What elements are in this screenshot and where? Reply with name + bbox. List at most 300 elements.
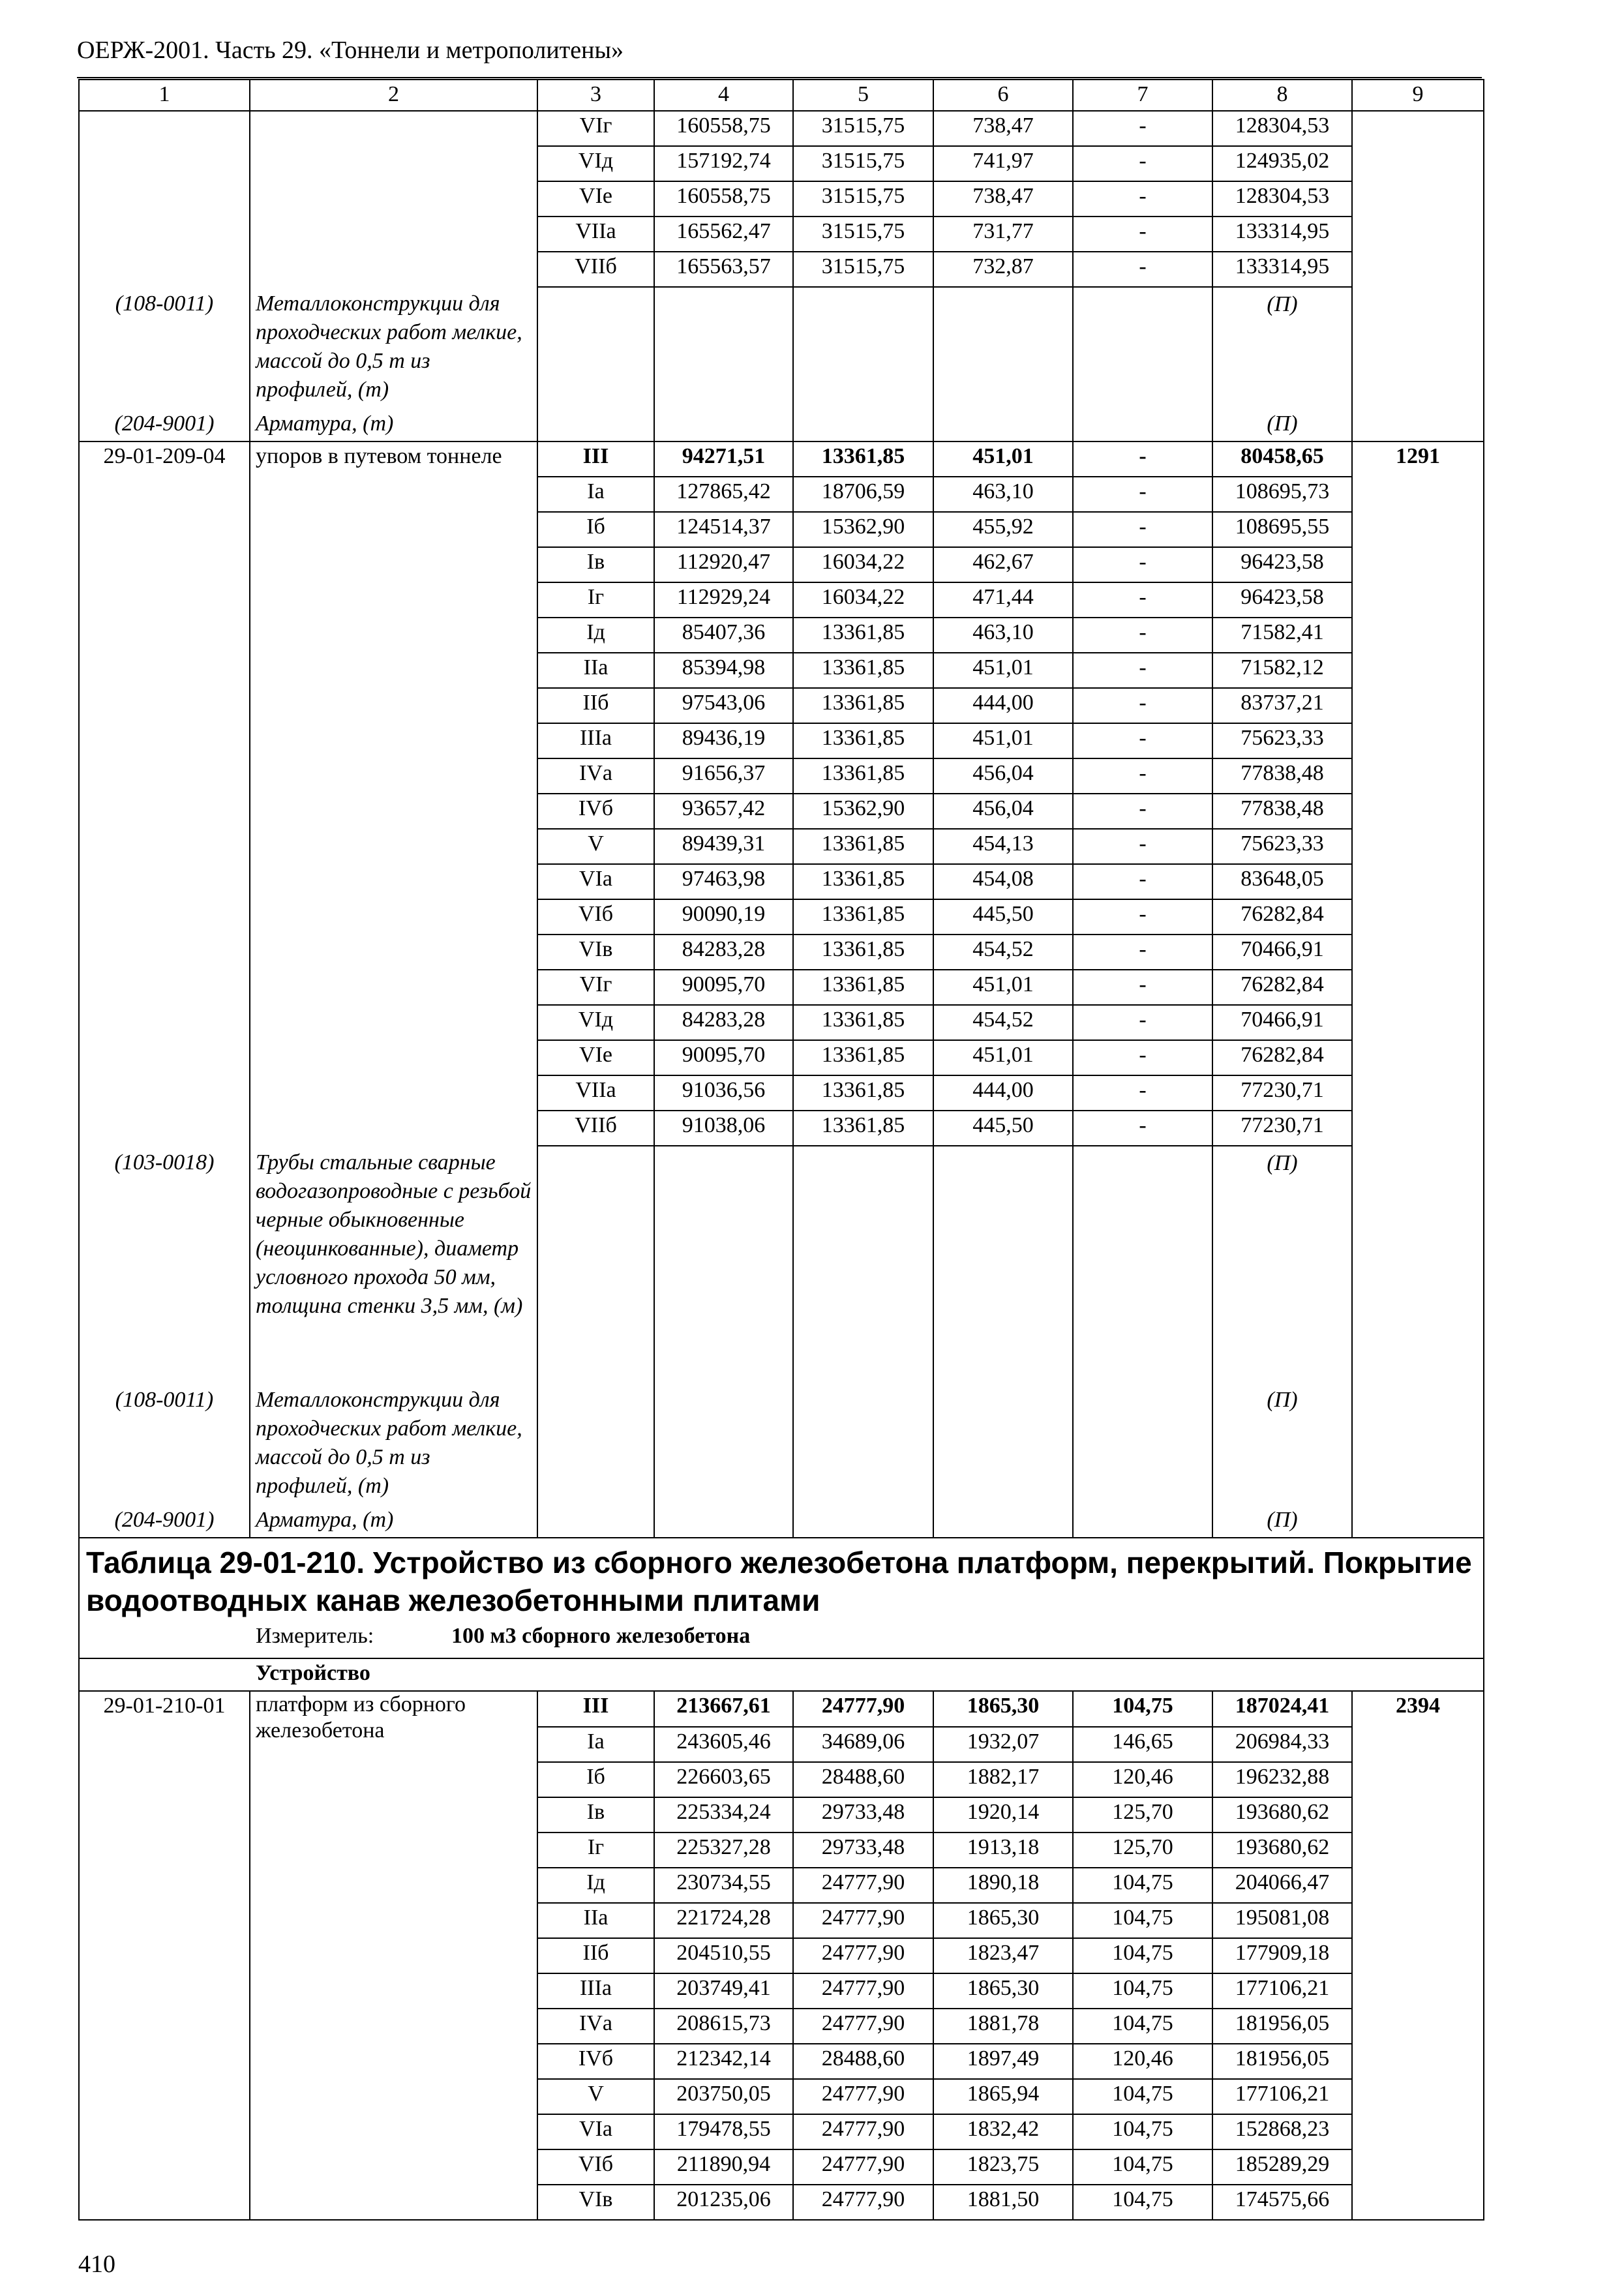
total-cost-cell: 157192,74 [654,146,793,181]
drivers-wages-cell: - [1073,653,1212,688]
zone-cell: IIб [537,688,654,723]
drivers-wages-cell: 104,75 [1073,2185,1212,2220]
material-name-cell: Металлоконструкции для проходческих работ мелкие, массой до 0,5 т из профилей, (т) [250,1383,537,1503]
empty-cell [793,287,933,407]
drivers-wages-cell: 104,75 [1073,1903,1212,1938]
materials-cell: 70466,91 [1212,935,1352,970]
drivers-wages-cell: - [1073,1005,1212,1040]
workers-cell [1352,181,1484,217]
wages-cell: 28488,60 [793,2044,933,2079]
total-cost-cell: 89439,31 [654,829,793,864]
materials-cell: 71582,41 [1212,618,1352,653]
name-cell [250,829,537,864]
drivers-wages-cell: 104,75 [1073,2079,1212,2114]
materials-cell: 77838,48 [1212,758,1352,794]
code-cell [79,688,250,723]
machines-cell: 451,01 [933,970,1073,1005]
wages-cell: 13361,85 [793,441,933,477]
materials-cell: 70466,91 [1212,1005,1352,1040]
total-cost-cell: 84283,28 [654,1005,793,1040]
name-cell [250,547,537,582]
name-cell [250,2114,537,2149]
rates-table-body [79,80,1484,2220]
wages-cell: 13361,85 [793,688,933,723]
code-cell [79,899,250,935]
materials-cell: 152868,23 [1212,2114,1352,2149]
material-mark-cell: (П) [1212,407,1352,441]
materials-cell: 96423,58 [1212,582,1352,618]
name-cell: упоров в путевом тоннеле [250,441,537,477]
code-cell [79,618,250,653]
name-cell [250,477,537,512]
code-cell [79,1833,250,1868]
materials-cell: 181956,05 [1212,2044,1352,2079]
drivers-wages-cell: - [1073,512,1212,547]
code-cell [79,582,250,618]
wages-cell: 13361,85 [793,829,933,864]
page-header: ОЕРЖ-2001. Часть 29. «Тоннели и метрополитены» [77,37,624,64]
wages-cell: 28488,60 [793,1762,933,1797]
material-row [79,1383,1484,1503]
materials-cell: 124935,02 [1212,146,1352,181]
name-cell [250,181,537,217]
machines-cell: 738,47 [933,181,1073,217]
total-cost-cell: 165563,57 [654,252,793,287]
empty-cell [933,407,1073,441]
table-row [79,2185,1484,2220]
name-cell [250,758,537,794]
total-cost-cell: 203750,05 [654,2079,793,2114]
table-row [79,582,1484,618]
material-code-cell: (204-9001) [79,407,250,441]
machines-cell: 1823,47 [933,1938,1073,1973]
materials-cell: 77838,48 [1212,794,1352,829]
workers-cell [1352,899,1484,935]
drivers-wages-cell: - [1073,618,1212,653]
workers-cell [1352,2185,1484,2220]
workers-cell [1352,970,1484,1005]
name-cell [250,252,537,287]
workers-cell [1352,252,1484,287]
table-row [79,181,1484,217]
table-row [79,1005,1484,1040]
machines-cell: 1932,07 [933,1727,1073,1762]
materials-cell: 76282,84 [1212,970,1352,1005]
drivers-wages-cell: - [1073,547,1212,582]
drivers-wages-cell: 120,46 [1073,1762,1212,1797]
zone-cell: VIа [537,864,654,899]
name-cell [250,2185,537,2220]
name-cell [250,2149,537,2185]
table-title-row [79,1538,1484,1622]
total-cost-cell: 225334,24 [654,1797,793,1833]
table-row [79,2044,1484,2079]
code-cell [79,111,250,146]
workers-cell [1352,864,1484,899]
section-title: Устройство [79,1658,1484,1691]
code-cell [79,477,250,512]
table-row [79,2149,1484,2185]
code-cell [79,653,250,688]
name-cell [250,1938,537,1973]
code-cell [79,2185,250,2220]
workers-cell [1352,1833,1484,1868]
zone-cell: VIв [537,2185,654,2220]
table-row [79,1868,1484,1903]
code-cell [79,1727,250,1762]
col-number-1: 1 [79,80,250,111]
zone-cell: VIг [537,970,654,1005]
total-cost-cell: 91038,06 [654,1111,793,1146]
name-cell [250,723,537,758]
material-code-cell: (108-0011) [79,287,250,407]
workers-cell [1352,758,1484,794]
table-row [79,1973,1484,2009]
zone-cell: VIд [537,1005,654,1040]
table-title: Таблица 29-01-210. Устройство из сборного железобетона платформ, перекрытий. Покрытие водоотводных канав железобетонными плитами [79,1538,1484,1622]
code-cell [79,1040,250,1075]
code-cell [79,181,250,217]
wages-cell: 13361,85 [793,1005,933,1040]
drivers-wages-cell: 104,75 [1073,2009,1212,2044]
zone-cell: V [537,829,654,864]
material-name-cell: Арматура, (т) [250,407,537,441]
wages-cell: 31515,75 [793,146,933,181]
total-cost-cell: 213667,61 [654,1691,793,1727]
machines-cell: 1890,18 [933,1868,1073,1903]
table-row [79,1903,1484,1938]
total-cost-cell: 127865,42 [654,477,793,512]
materials-cell: 177106,21 [1212,1973,1352,2009]
zone-cell: IVб [537,2044,654,2079]
materials-cell: 108695,55 [1212,512,1352,547]
workers-cell [1352,1111,1484,1146]
materials-cell: 174575,66 [1212,2185,1352,2220]
name-cell [250,1691,537,1743]
machines-cell: 454,52 [933,935,1073,970]
total-cost-cell: 90090,19 [654,899,793,935]
materials-cell: 75623,33 [1212,723,1352,758]
zone-cell: VIIа [537,217,654,252]
machines-cell: 445,50 [933,1111,1073,1146]
total-cost-cell: 97463,98 [654,864,793,899]
header-rule [77,77,1482,78]
wages-cell: 16034,22 [793,582,933,618]
code-cell [79,2044,250,2079]
material-name-cell: Металлоконструкции для проходческих работ мелкие, массой до 0,5 т из профилей, (т) [250,287,537,407]
machines-cell: 456,04 [933,794,1073,829]
materials-cell: 177909,18 [1212,1938,1352,1973]
wages-cell: 24777,90 [793,1973,933,2009]
drivers-wages-cell: 104,75 [1073,2149,1212,2185]
zone-cell: VIа [537,2114,654,2149]
empty-cell [1073,1383,1212,1503]
zone-cell: Iг [537,582,654,618]
zone-cell: Iд [537,618,654,653]
drivers-wages-cell: - [1073,723,1212,758]
code-cell [79,1973,250,2009]
measure-cell [79,1622,1484,1658]
code-cell [79,758,250,794]
total-cost-cell: 208615,73 [654,2009,793,2044]
workers-cell: 2394 [1352,1691,1484,1727]
table-row [79,2079,1484,2114]
drivers-wages-cell: - [1073,441,1212,477]
name-cell [250,512,537,547]
total-cost-cell: 94271,51 [654,441,793,477]
empty-cell [1073,1503,1212,1538]
machines-cell: 463,10 [933,477,1073,512]
name-cell [250,970,537,1005]
materials-cell: 77230,71 [1212,1075,1352,1111]
empty-cell [1352,1383,1484,1503]
drivers-wages-cell: - [1073,1111,1212,1146]
name-cell [250,1075,537,1111]
wages-cell: 31515,75 [793,111,933,146]
material-mark-cell: (П) [1212,287,1352,407]
table-row [79,1111,1484,1146]
table-row [79,441,1484,477]
machines-cell: 1865,94 [933,2079,1073,2114]
workers-cell [1352,2114,1484,2149]
materials-cell: 77230,71 [1212,1111,1352,1146]
table-row [79,1797,1484,1833]
wages-cell: 31515,75 [793,217,933,252]
zone-cell: V [537,2079,654,2114]
wages-cell: 24777,90 [793,1938,933,1973]
total-cost-cell: 91656,37 [654,758,793,794]
table-row [79,547,1484,582]
zone-cell: VIб [537,899,654,935]
table-row [79,1040,1484,1075]
materials-cell: 96423,58 [1212,547,1352,582]
materials-cell: 83737,21 [1212,688,1352,723]
drivers-wages-cell: - [1073,477,1212,512]
material-row [79,287,1484,407]
wages-cell: 13361,85 [793,935,933,970]
workers-cell [1352,477,1484,512]
drivers-wages-cell: - [1073,758,1212,794]
empty-cell [1352,1503,1484,1538]
workers-cell [1352,935,1484,970]
total-cost-cell: 90095,70 [654,970,793,1005]
workers-cell [1352,1727,1484,1762]
workers-cell [1352,829,1484,864]
zone-cell: VIд [537,146,654,181]
drivers-wages-cell: 125,70 [1073,1833,1212,1868]
drivers-wages-cell: - [1073,970,1212,1005]
drivers-wages-cell: 104,75 [1073,1938,1212,1973]
zone-cell: IIа [537,1903,654,1938]
name-cell [250,1973,537,2009]
materials-cell: 181956,05 [1212,2009,1352,2044]
machines-cell: 1920,14 [933,1797,1073,1833]
materials-cell: 204066,47 [1212,1868,1352,1903]
name-cell [250,794,537,829]
table-row [79,217,1484,252]
name-cell [250,2079,537,2114]
zone-cell: Iв [537,547,654,582]
drivers-wages-cell: 104,75 [1073,1868,1212,1903]
materials-cell: 206984,33 [1212,1727,1352,1762]
code-cell [79,512,250,547]
zone-cell: Iб [537,1762,654,1797]
table-row [79,829,1484,864]
machines-cell: 1881,78 [933,2009,1073,2044]
machines-cell: 741,97 [933,146,1073,181]
wages-cell: 18706,59 [793,477,933,512]
wages-cell: 13361,85 [793,970,933,1005]
wages-cell: 24777,90 [793,1903,933,1938]
materials-cell: 76282,84 [1212,899,1352,935]
workers-cell [1352,1973,1484,2009]
zone-cell: VIб [537,2149,654,2185]
table-row [79,111,1484,146]
material-name-cell: Арматура, (т) [250,1503,537,1538]
zone-cell: III [537,441,654,477]
machines-cell: 1897,49 [933,2044,1073,2079]
machines-cell: 451,01 [933,723,1073,758]
name-cell [250,899,537,935]
wages-cell: 13361,85 [793,723,933,758]
workers-cell: 1291 [1352,441,1484,477]
workers-cell [1352,2044,1484,2079]
empty-cell [933,287,1073,407]
measure-label: Измеритель: [256,1624,374,1648]
name-cell [250,2009,537,2044]
name-cell [250,1868,537,1903]
zone-cell: Iв [537,1797,654,1833]
empty-cell [654,1146,793,1383]
table-row [79,1833,1484,1868]
code-cell: 29-01-210-01 [79,1691,250,1727]
code-cell [79,2009,250,2044]
page-number: 410 [78,2251,115,2278]
machines-cell: 454,52 [933,1005,1073,1040]
name-cell [250,1833,537,1868]
drivers-wages-cell: 104,75 [1073,1973,1212,2009]
materials-cell: 128304,53 [1212,111,1352,146]
empty-cell [1352,1146,1484,1383]
zone-cell: IIб [537,1938,654,1973]
code-cell [79,1938,250,1973]
name-cell [250,217,537,252]
name-cell [250,146,537,181]
total-cost-cell: 85407,36 [654,618,793,653]
name-cell [250,111,537,146]
machines-cell: 444,00 [933,688,1073,723]
code-cell [79,1005,250,1040]
code-cell [79,935,250,970]
table-row [79,653,1484,688]
drivers-wages-cell: - [1073,1075,1212,1111]
workers-cell [1352,618,1484,653]
materials-cell: 83648,05 [1212,864,1352,899]
empty-cell [933,1383,1073,1503]
machines-cell: 1832,42 [933,2114,1073,2149]
materials-cell: 187024,41 [1212,1691,1352,1727]
drivers-wages-cell: 146,65 [1073,1727,1212,1762]
drivers-wages-cell: - [1073,217,1212,252]
empty-cell [933,1503,1073,1538]
col-number-6: 6 [933,80,1073,111]
empty-cell [537,1383,654,1503]
materials-cell: 108695,73 [1212,477,1352,512]
name-cell [250,1903,537,1938]
zone-cell: Iа [537,1727,654,1762]
table-row [79,1762,1484,1797]
col-number-2: 2 [250,80,537,111]
drivers-wages-cell: 125,70 [1073,1797,1212,1833]
code-cell [79,547,250,582]
table-row [79,688,1484,723]
total-cost-cell: 112929,24 [654,582,793,618]
table-row [79,899,1484,935]
code-cell [79,864,250,899]
machines-cell: 738,47 [933,111,1073,146]
empty-cell [793,1503,933,1538]
wages-cell: 34689,06 [793,1727,933,1762]
drivers-wages-cell: 104,75 [1073,1691,1212,1727]
total-cost-cell: 230734,55 [654,1868,793,1903]
empty-cell [537,287,654,407]
table-row [79,1075,1484,1111]
materials-cell: 193680,62 [1212,1833,1352,1868]
wages-cell: 29733,48 [793,1797,933,1833]
machines-cell: 1865,30 [933,1973,1073,2009]
total-cost-cell: 160558,75 [654,111,793,146]
wages-cell: 13361,85 [793,653,933,688]
drivers-wages-cell: 120,46 [1073,2044,1212,2079]
col-number-8: 8 [1212,80,1352,111]
table-row [79,1691,1484,1727]
machines-cell: 1865,30 [933,1691,1073,1727]
machines-cell: 454,08 [933,864,1073,899]
machines-cell: 471,44 [933,582,1073,618]
machines-cell: 731,77 [933,217,1073,252]
wages-cell: 15362,90 [793,512,933,547]
table-row [79,477,1484,512]
table-row [79,618,1484,653]
empty-cell [1073,287,1212,407]
drivers-wages-cell: 104,75 [1073,2114,1212,2149]
materials-cell: 193680,62 [1212,1797,1352,1833]
code-cell [79,1797,250,1833]
section-row [79,1658,1484,1691]
workers-cell [1352,512,1484,547]
total-cost-cell: 243605,46 [654,1727,793,1762]
measure-row [79,1622,1484,1658]
drivers-wages-cell: - [1073,582,1212,618]
wages-cell: 24777,90 [793,1868,933,1903]
wages-cell: 15362,90 [793,794,933,829]
name-cell [250,688,537,723]
workers-cell [1352,1938,1484,1973]
wages-cell: 31515,75 [793,181,933,217]
empty-cell [537,407,654,441]
workers-cell [1352,688,1484,723]
table-row [79,758,1484,794]
drivers-wages-cell: - [1073,899,1212,935]
workers-cell [1352,1075,1484,1111]
code-cell [79,794,250,829]
table-row [79,2114,1484,2149]
drivers-wages-cell: - [1073,252,1212,287]
total-cost-cell: 160558,75 [654,181,793,217]
wages-cell: 24777,90 [793,2149,933,2185]
drivers-wages-cell: - [1073,146,1212,181]
zone-cell: VIе [537,181,654,217]
